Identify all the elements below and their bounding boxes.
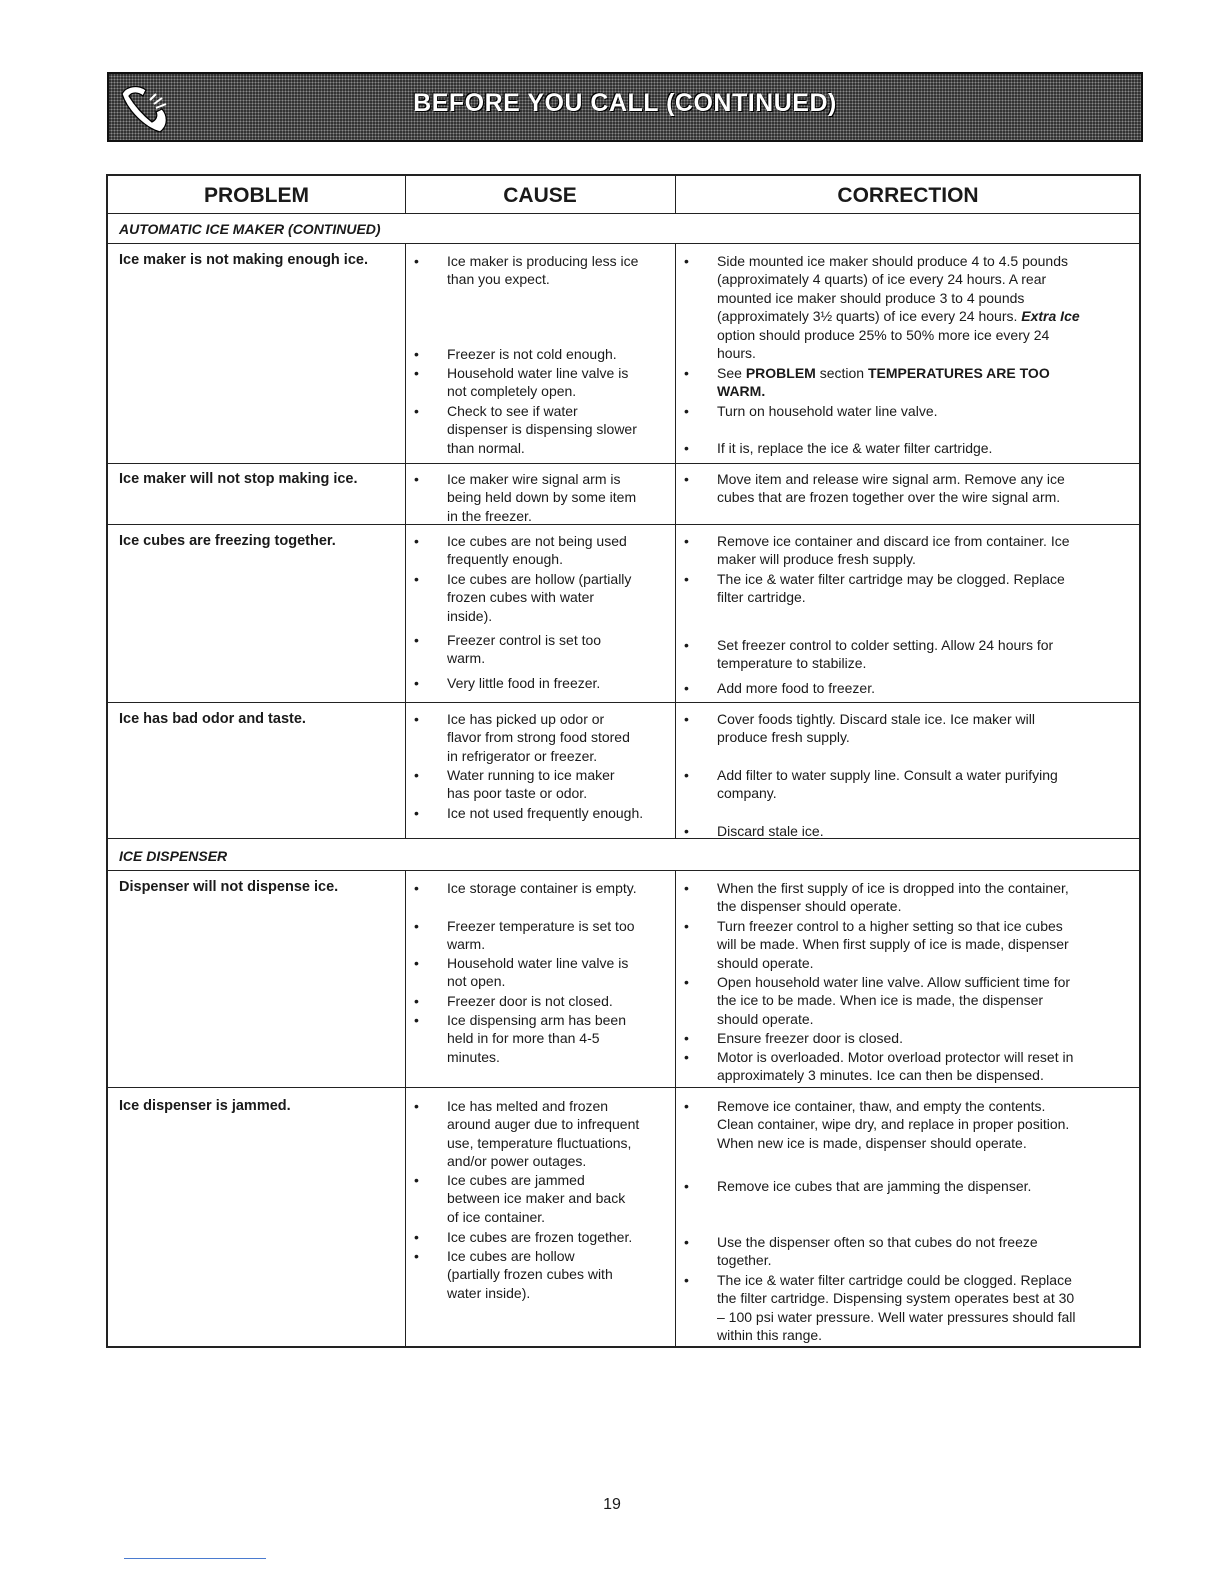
problem-text: Ice has bad odor and taste. <box>119 711 306 727</box>
banner-title: BEFORE YOU CALL (CONTINUED) <box>413 89 837 117</box>
section-title: ICE DISPENSER <box>119 848 228 864</box>
problem-text: Ice dispenser is jammed. <box>119 1098 291 1114</box>
page-number: 19 <box>603 1496 621 1513</box>
problem-text: Ice maker will not stop making ice. <box>119 471 358 487</box>
extra-ice-emphasis: Extra Ice <box>1021 308 1080 325</box>
problem-text: Ice maker is not making enough ice. <box>119 252 368 268</box>
section-title: AUTOMATIC ICE MAKER (CONTINUED) <box>119 221 381 237</box>
problem-text: Dispenser will not dispense ice. <box>119 879 339 895</box>
troubleshooting-table: PROBLEM CAUSE CORRECTION AUTOMATIC ICE MAKER (CONTINUED) Ice maker is not making enough ice. • Ice maker is producing less ice than you expect. • Freezer is not cold enough. • Household water line valve is not completely open. • Check to see if water dispenser is dispensing slower than normal. • Side mounted ice maker should produce 4 to 4.5 pounds (approximately 4 quarts) of ice every 24 hours. A rear mounted ice maker should produce 3 to 4 pounds (approximately 3½ quarts) of ice every 24 hours. Extra Ice option should produce 25% to 50% more ice every 24 hours. • See PROBLEM section TEMPERATURES ARE TOO WARM. • Turn on household water line valve. • If it is, replace the ice & water filter cartridge. Ice maker will not stop making ice. • Ice maker wire signal arm is being held down by some item in the freezer. • Move item and release wire signal arm. Remove any ice cubes that are frozen together over the wire signal arm. Ice cubes are freezing together. • Ice cubes are not being used frequently enough. • Ice cubes are hollow (partially frozen cubes with water inside). • Freezer control is set too warm. • Very little food in freezer. • Remove ice container and discard ice from container. Ice maker will produce fresh supply. • The ice & water filter cartridge may be clogged. Replace filter cartridge. • Set freezer control to colder setting. Allow 24 hours for temperature to stabilize. • Add more food to freezer. Ice has bad odor and taste. • Ice has picked up odor or flavor from strong food stored in refrigerator or freezer. • Water running to ice maker has poor taste or odor. • Ice not used frequently enough. • Cover foods tightly. Discard stale ice. Ice maker will produce fresh supply. • Add filter to water supply line. Consult a water purifying company. • Discard stale ice. ICE DISPENSER Dispenser will not dispense ice. • Ice storage container is empty. • Freezer temperature is set too warm. • Household water line valve is not open. • Freezer door is not closed. • Ice dispensing arm has been held in for more than 4-5 minutes. • When the first supply of ice is dropped into the container, the dispenser should operate. • Turn freezer control to a higher setting so that ice cubes will be made. When first supply of ice is made, dispenser should operate. • Open household water line valve. Allow sufficient time for the ice to be made. When ice is made, the dispenser should operate. • Ensure freezer door is closed. • Motor is overloaded. Motor overload protector will reset in approximately 3 minutes. Ice can then be dispensed. Ice dispenser is jammed. • Ice has melted and frozen around auger due to infrequent use, temperature fluctuations, and/or power outages. • Ice cubes are jammed between ice maker and back of ice container. • Ice cubes are frozen together. • Ice cubes are hollow (partially frozen cubes with water inside). • Remove ice container, thaw, and empty the contents. Clean container, wipe dry, and replace in proper position. When new ice is made, dispenser should operate. • Remove ice cubes that are jamming the dispenser. • Use the dispenser often so that cubes do not freeze together. • The ice & water filter cartridge could be clogged. Replace the filter cartridge. Dispensing system operates best at 30 – 100 psi water pressure. Well water pressures should fall within this range. <box>106 174 1141 1348</box>
header-cause: CAUSE <box>503 184 577 207</box>
page-banner <box>107 72 1143 142</box>
problem-text: Ice cubes are freezing together. <box>119 533 336 549</box>
footer-rule <box>124 1558 266 1559</box>
phone-icon <box>116 80 176 140</box>
header-problem: PROBLEM <box>204 184 309 207</box>
header-correction: CORRECTION <box>837 184 979 207</box>
